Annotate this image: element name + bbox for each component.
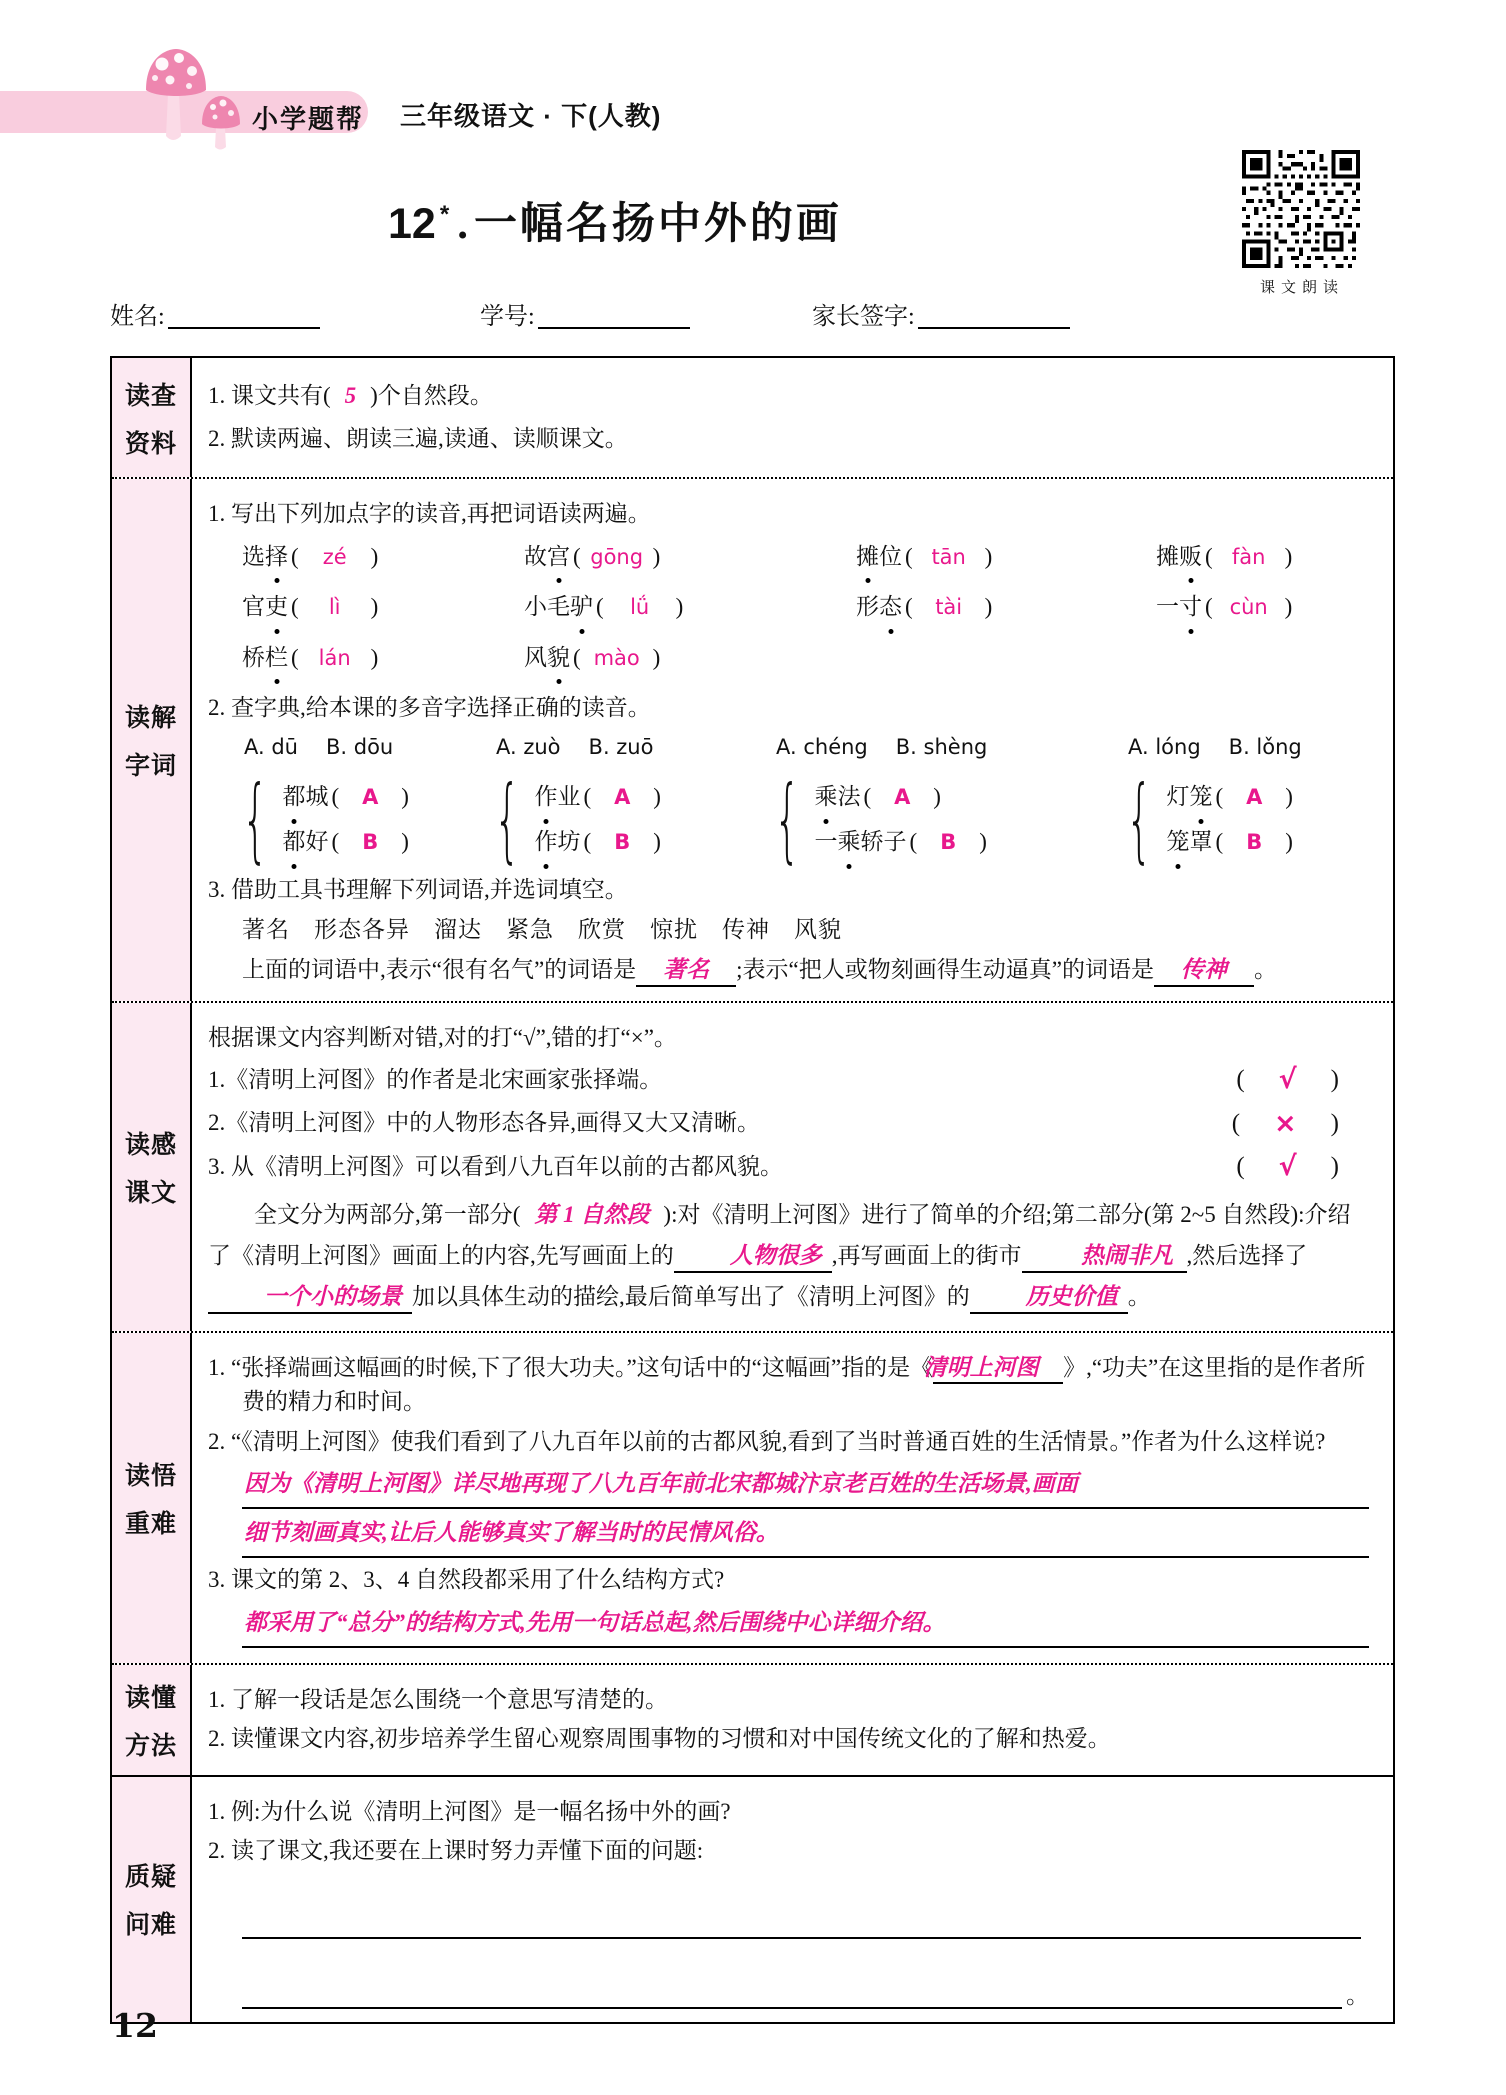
polyphone-answer[interactable]: A <box>362 784 379 809</box>
polyphone-group: A. dū B. dōu { 都 城 ( A ) 都 好 ( B ) <box>242 732 494 866</box>
blank-small-scene[interactable]: 一个小的场景 <box>208 1283 412 1314</box>
student-id-input[interactable] <box>538 301 690 329</box>
polyphone-options: A. dū B. dōu <box>244 734 394 759</box>
pinyin-row <box>242 641 1369 676</box>
pinyin-cell: 官 吏 ( lì ) <box>242 590 524 625</box>
polyphone-answer[interactable]: A <box>614 784 631 809</box>
word-bank: 著名 形态各异 溜达 紧急 欣赏 惊扰 传神 风貌 <box>242 916 842 942</box>
polyphone-options: A. chéng B. shèng <box>776 734 988 759</box>
student-fields <box>0 296 1506 336</box>
pinyin-cell: 风 貌 ( mào ) <box>524 641 856 676</box>
lesson-title: 12 * . 一幅名扬中外的画 <box>388 200 842 248</box>
blank-famous-word[interactable]: 著名 <box>636 956 736 987</box>
lesson-title-text: 一幅名扬中外的画 <box>473 201 842 248</box>
name-input[interactable] <box>168 301 320 329</box>
polyphone-answer[interactable]: B <box>614 829 631 854</box>
pinyin-answer[interactable]: fàn <box>1231 544 1266 569</box>
pinyin-cell: 小毛 驴 ( lǘ ) <box>524 590 856 625</box>
polyphone-options: A. lóng B. lǒng <box>1128 734 1302 759</box>
blank-lively-street[interactable]: 热闹非凡 <box>1022 1242 1187 1273</box>
answer-first-part[interactable]: 第 1 自然段 <box>534 1201 650 1227</box>
polyphone-answer[interactable]: B <box>1246 829 1263 854</box>
blank-historical-value[interactable]: 历史价值 <box>970 1283 1128 1314</box>
polyphone-answer[interactable]: A <box>1246 784 1263 809</box>
judge-item: 1.《清明上河图》的作者是北宋画家张择端。 ( √ ) <box>208 1064 1339 1096</box>
item-pinyin-task: 1. 写出下列加点字的读音,再把词语读两遍。 <box>208 501 651 526</box>
parent-sign-label: 家长签字: <box>812 304 915 330</box>
pinyin-answer[interactable]: gōng <box>590 544 644 569</box>
answer-line[interactable]: 细节刻画真实,让后人能够真实了解当时的民情风俗。 <box>242 1513 1369 1558</box>
polyphone-answer[interactable]: A <box>894 784 911 809</box>
brace-icon: { <box>494 765 521 873</box>
section-label-zhiyi-wennan: 质疑 问难 <box>112 1777 192 2022</box>
section-read-check-material <box>112 358 1393 477</box>
blank-painting-name[interactable]: 清明上河图 <box>933 1354 1063 1385</box>
question-blank-line-1[interactable] <box>242 1899 1361 1939</box>
pinyin-cell: 选 择 ( zé ) <box>242 540 524 575</box>
pinyin-cell: 摊 贩 ( fàn ) <box>1156 540 1369 575</box>
polyphone-group: A. chéng B. shèng { 乘 法 ( A ) 一 乘 轿子 ( B ) <box>774 732 1126 866</box>
pinyin-grid <box>208 540 1369 676</box>
judge-item: 2.《清明上河图》中的人物形态各异,画得又大又清晰。 ( × ) <box>208 1107 1339 1139</box>
question-blank-line-2[interactable] <box>242 1969 1342 2009</box>
structure-paragraph: 全文分为两部分,第一部分( 第 1 自然段 ):对《清明上河图》进行了简单的介绍;第二部分(第 2~5 自然段):介绍了《清明上河图》画面上的内容,先写画面上的 人物很多 ,再写画面上的街市 热闹非凡 ,然后选择了一个小的场景 加以具体生动的描绘,最后简单写出了《清明上河图》的 历史价值 。 <box>208 1194 1369 1318</box>
pinyin-answer[interactable]: tān <box>931 544 966 569</box>
brace-icon: { <box>242 765 269 873</box>
pinyin-row <box>242 590 1369 625</box>
pinyin-answer[interactable]: lán <box>318 645 351 670</box>
brand-title: 小学题帮 <box>252 104 365 134</box>
lesson-number: 12 <box>388 200 436 248</box>
polyphone-group: A. zuò B. zuō { 作 业 ( A ) 作 坊 ( B ) <box>494 732 774 866</box>
pinyin-cell: 桥 栏 ( lán ) <box>242 641 524 676</box>
qr-code <box>1242 150 1360 268</box>
fill-in-sentence: 上面的词语中,表示“很有名气”的词语是 著名 ;表示“把人或物刻画得生动逼真”的词语是 传神 。 <box>242 953 1369 988</box>
pinyin-answer[interactable]: tài <box>935 595 963 619</box>
blank-many-people[interactable]: 人物很多 <box>674 1242 832 1273</box>
question-example: 1. 例:为什么说《清明上河图》是一幅名扬中外的画? <box>208 1798 731 1824</box>
item-word-meaning-task: 3. 借助工具书理解下列词语,并选词填空。 <box>208 877 628 902</box>
edition-label: 三年级语文 · 下(人教) <box>400 101 662 131</box>
section-read-method <box>112 1663 1393 1775</box>
pinyin-cell: 摊 位 ( tān ) <box>856 540 1156 575</box>
method-item: 2. 读懂课文内容,初步培养学生留心观察周围事物的习惯和对中国传统文化的了解和热爱。 <box>208 1726 1111 1752</box>
page-number: 12 <box>112 2006 158 2045</box>
answer-paragraph-count: 5 <box>344 383 357 408</box>
name-label: 姓名: <box>110 304 165 330</box>
student-id-label: 学号: <box>480 304 535 330</box>
section-question-doubts <box>112 1775 1393 2022</box>
section-label-ducha-ziliao: 读查 资料 <box>112 358 192 477</box>
pinyin-cell: 形 态 ( tài ) <box>856 590 1156 625</box>
brace-icon: { <box>1126 765 1153 873</box>
item-paragraph-count: 1. 课文共有( 5 )个自然段。 <box>208 383 493 408</box>
section-read-grasp-difficulties <box>112 1331 1393 1663</box>
section-read-feel-text <box>112 1001 1393 1331</box>
answer-line[interactable]: 都采用了“总分”的结构方式,先用一句话总起,然后围绕中心详细介绍。 <box>242 1603 1369 1648</box>
judge-intro: 根据课文内容判断对错,对的打“√”,错的打“×”。 <box>208 1024 677 1050</box>
question-prompt: 2. 读了课文,我还要在上课时努力弄懂下面的问题: <box>208 1838 704 1864</box>
item-structure-question: 3. 课文的第 2、3、4 自然段都采用了什么结构方式? <box>208 1567 725 1593</box>
judge-answer-check[interactable]: √ <box>1278 1151 1297 1183</box>
answer-line[interactable]: 因为《清明上河图》详尽地再现了八九百年前北宋都城汴京老百姓的生活场景,画面 <box>242 1464 1369 1509</box>
lesson-star: * <box>439 201 450 228</box>
section-label-duwu-zhongnan: 读悟 重难 <box>112 1333 192 1663</box>
judge-answer-cross[interactable]: × <box>1274 1107 1297 1139</box>
sentence-period: 。 <box>1346 1982 1369 2008</box>
section-label-dujie-zici: 读解 字词 <box>112 479 192 1001</box>
qr-caption: 课文朗读 <box>1259 280 1344 296</box>
pinyin-cell: 一 寸 ( cùn ) <box>1156 590 1369 625</box>
item-why-author-says: 2. “《清明上河图》使我们看到了八九百年以前的古都风貌,看到了当时普通百姓的生活情景。”作者为什么这样说? <box>208 1428 1326 1454</box>
pinyin-answer[interactable]: lǘ <box>630 595 650 619</box>
section-label-dugan-kewen: 读感 课文 <box>112 1003 192 1331</box>
pinyin-answer[interactable]: zé <box>322 544 347 569</box>
judge-item: 3. 从《清明上河图》可以看到八九百年以前的古都风貌。 ( √ ) <box>208 1151 1339 1183</box>
item-this-painting: 1. “张择端画这幅画的时候,下了很大功夫。”这句话中的“这幅画”指的是《清明上河图 》,“功夫”在这里指的是作者所费的精力和时间。 <box>208 1354 1366 1415</box>
mushroom-logo-icon <box>138 44 248 154</box>
polyphone-options: A. zuò B. zuō <box>496 734 654 759</box>
blank-vivid-word[interactable]: 传神 <box>1154 956 1254 987</box>
pinyin-answer[interactable]: mào <box>593 645 640 670</box>
polyphone-group: A. lóng B. lǒng { 灯 笼 ( A ) 笼 罩 ( B ) <box>1126 732 1369 866</box>
method-item: 1. 了解一段话是怎么围绕一个意思写清楚的。 <box>208 1686 668 1712</box>
polyphone-answer[interactable]: B <box>940 829 957 854</box>
polyphone-grid <box>208 732 1369 873</box>
pinyin-cell: 故 宫 ( gōng ) <box>524 540 856 575</box>
parent-sign-input[interactable] <box>918 301 1070 329</box>
item-reading-task: 2. 默读两遍、朗读三遍,读通、读顺课文。 <box>208 425 628 451</box>
section-read-understand-words <box>112 477 1393 1001</box>
pinyin-answer[interactable]: lì <box>328 595 341 619</box>
section-label-dudong-fangfa: 读懂 方法 <box>112 1665 192 1775</box>
brace-icon: { <box>774 765 801 873</box>
pinyin-row <box>242 540 1369 575</box>
pinyin-answer[interactable]: cùn <box>1229 595 1268 619</box>
judge-answer-check[interactable]: √ <box>1278 1064 1297 1096</box>
worksheet-table <box>110 356 1395 2024</box>
polyphone-answer[interactable]: B <box>362 829 379 854</box>
item-polyphone-task: 2. 查字典,给本课的多音字选择正确的读音。 <box>208 695 651 720</box>
